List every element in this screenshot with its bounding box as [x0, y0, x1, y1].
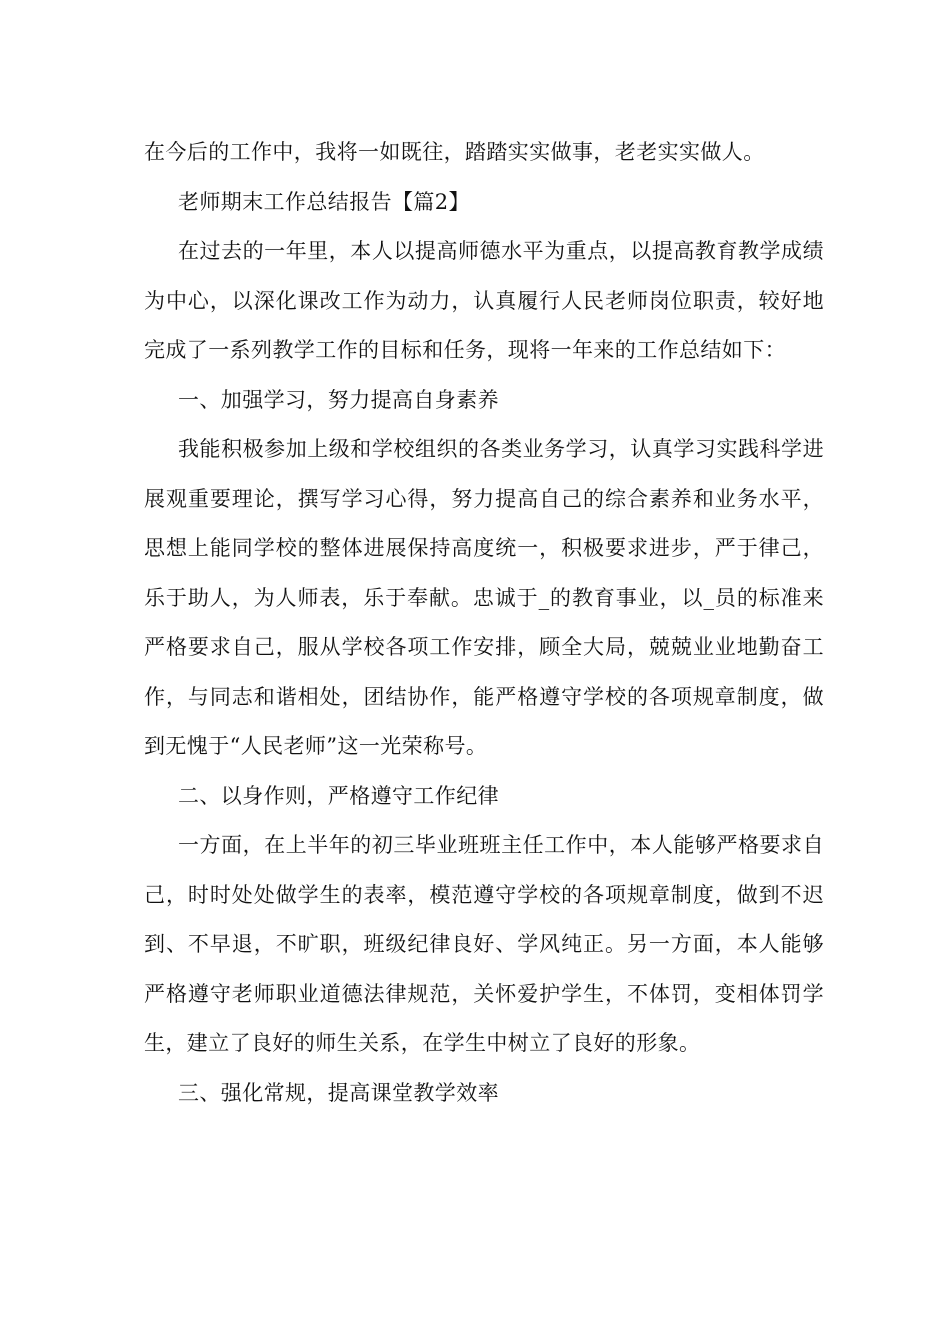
paragraph-intro: 在过去的一年里，本人以提高师德水平为重点，以提高教育教学成绩为中心，以深化课改工作为动力，认真履行人民老师岗位职责，较好地完成了一系列教学工作的目标和任务，现将一年来的工作总结如下：	[144, 239, 824, 362]
paragraph-closing-remark: 在今后的工作中，我将一如既往，踏踏实实做事，老老实实做人。	[144, 140, 765, 164]
document-page	[144, 128, 824, 1118]
heading-classroom: 三、强化常规，提高课堂教学效率	[178, 1080, 499, 1105]
section-title-part-2: 老师期末工作总结报告【篇2】	[178, 189, 470, 214]
paragraph-discipline: 一方面，在上半年的初三毕业班班主任工作中，本人能够严格要求自己，时时处处做学生的表率，模范遵守学校的各项规章制度，做到不迟到、不早退，不旷职，班级纪律良好、学风纯正。另一方面，本人能够严格遵守老师职业道德法律规范，关怀爱护学生，不体罚，变相体罚学生，建立了良好的师生关系，在学生中树立了良好的形象。	[144, 833, 824, 1055]
paragraph-study: 我能积极参加上级和学校组织的各类业务学习，认真学习实践科学进展观重要理论，撰写学习心得，努力提高自己的综合素养和业务水平，思想上能同学校的整体进展保持高度统一，积极要求进步，严于律己，乐于助人，为人师表，乐于奉献。忠诚于_的教育事业，以_员的标准来严格要求自己，服从学校各项工作安排，顾全大局，兢兢业业地勤奋工作，与同志和谐相处，团结协作，能严格遵守学校的各项规章制度，做到无愧于“人民老师”这一光荣称号。	[144, 437, 824, 758]
heading-study: 一、加强学习，努力提高自身素养	[178, 387, 499, 412]
heading-discipline: 二、以身作则，严格遵守工作纪律	[178, 783, 499, 808]
